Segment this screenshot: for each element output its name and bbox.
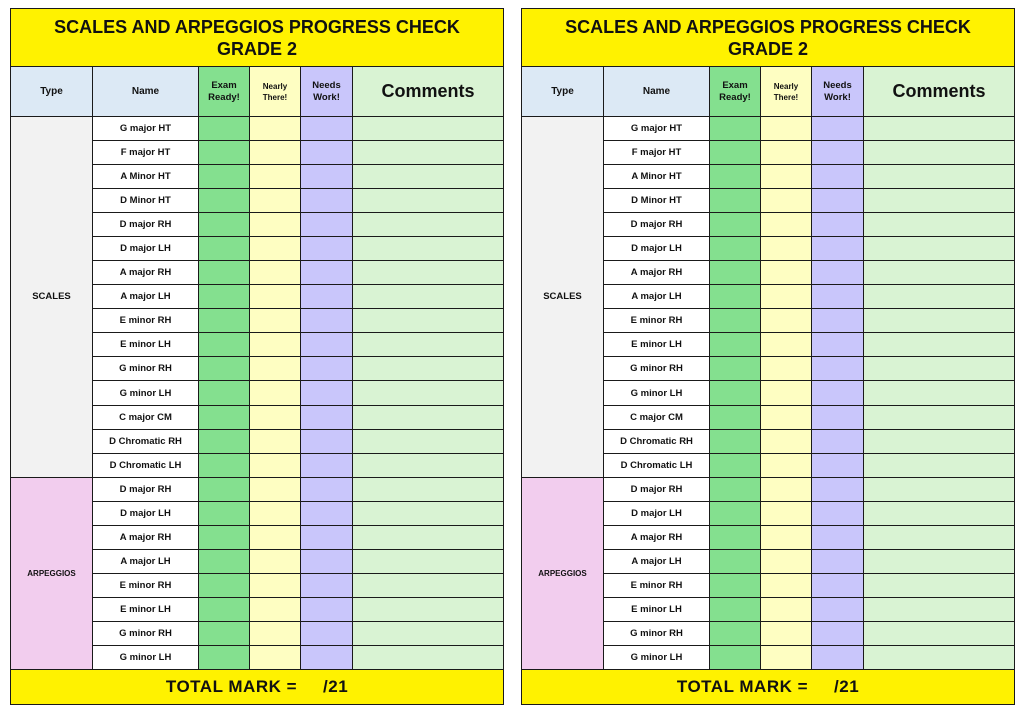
nearly-there-cell[interactable] bbox=[761, 141, 812, 165]
section-label: SCALES bbox=[11, 117, 93, 477]
needs-work-cell[interactable] bbox=[812, 405, 864, 429]
needs-work-cell[interactable] bbox=[301, 237, 353, 261]
exam-ready-cell[interactable] bbox=[199, 333, 250, 357]
comments-cell[interactable] bbox=[864, 117, 1015, 141]
exam-ready-cell[interactable] bbox=[710, 381, 761, 405]
exam-ready-cell[interactable] bbox=[199, 165, 250, 189]
needs-work-cell[interactable] bbox=[812, 381, 864, 405]
comments-cell[interactable] bbox=[864, 381, 1015, 405]
nearly-there-cell[interactable] bbox=[761, 357, 812, 381]
progress-sheet-left bbox=[10, 8, 503, 705]
exam-ready-cell[interactable] bbox=[199, 213, 250, 237]
total-value: /21 bbox=[834, 676, 860, 696]
needs-work-cell[interactable] bbox=[301, 429, 353, 453]
header-type: Type bbox=[522, 67, 604, 117]
total-value: /21 bbox=[323, 676, 349, 696]
item-name: D Chromatic RH bbox=[604, 429, 710, 453]
title-line-1: SCALES AND ARPEGGIOS PROGRESS CHECK bbox=[54, 16, 460, 37]
nearly-there-cell[interactable] bbox=[250, 117, 301, 141]
table-row bbox=[11, 117, 504, 141]
comments-cell[interactable] bbox=[353, 549, 504, 573]
exam-ready-cell[interactable] bbox=[710, 237, 761, 261]
exam-ready-cell[interactable] bbox=[710, 549, 761, 573]
item-name: C major CM bbox=[604, 405, 710, 429]
nearly-there-cell[interactable] bbox=[250, 525, 301, 549]
exam-ready-cell[interactable] bbox=[199, 189, 250, 213]
comments-cell[interactable] bbox=[864, 237, 1015, 261]
nearly-there-cell[interactable] bbox=[761, 429, 812, 453]
exam-ready-cell[interactable] bbox=[199, 141, 250, 165]
item-name: E minor RH bbox=[93, 573, 199, 597]
comments-cell[interactable] bbox=[353, 573, 504, 597]
nearly-there-cell[interactable] bbox=[250, 189, 301, 213]
needs-work-cell[interactable] bbox=[812, 357, 864, 381]
needs-work-cell[interactable] bbox=[301, 117, 353, 141]
comments-cell[interactable] bbox=[864, 309, 1015, 333]
header-needs-line-1: Needs bbox=[823, 79, 852, 91]
nearly-there-cell[interactable] bbox=[761, 597, 812, 621]
section-label: ARPEGGIOS bbox=[522, 477, 604, 669]
needs-work-cell[interactable] bbox=[301, 141, 353, 165]
exam-ready-cell[interactable] bbox=[199, 237, 250, 261]
exam-ready-cell[interactable] bbox=[710, 501, 761, 525]
nearly-there-cell[interactable] bbox=[250, 381, 301, 405]
item-name: C major CM bbox=[93, 405, 199, 429]
item-name: E minor RH bbox=[604, 309, 710, 333]
item-name: G minor LH bbox=[604, 381, 710, 405]
needs-work-cell[interactable] bbox=[301, 381, 353, 405]
needs-work-cell[interactable] bbox=[301, 453, 353, 477]
comments-cell[interactable] bbox=[864, 501, 1015, 525]
item-name: A major RH bbox=[93, 261, 199, 285]
needs-work-cell[interactable] bbox=[812, 261, 864, 285]
needs-work-cell[interactable] bbox=[301, 165, 353, 189]
section-label: ARPEGGIOS bbox=[11, 477, 93, 669]
comments-cell[interactable] bbox=[864, 213, 1015, 237]
exam-ready-cell[interactable] bbox=[199, 525, 250, 549]
nearly-there-cell[interactable] bbox=[250, 357, 301, 381]
nearly-there-cell[interactable] bbox=[250, 237, 301, 261]
sheet-title bbox=[522, 9, 1015, 67]
exam-ready-cell[interactable] bbox=[199, 261, 250, 285]
exam-ready-cell[interactable] bbox=[710, 429, 761, 453]
item-name: D major LH bbox=[93, 237, 199, 261]
header-nearly-there bbox=[250, 67, 301, 117]
nearly-there-cell[interactable] bbox=[250, 645, 301, 669]
nearly-there-cell[interactable] bbox=[250, 285, 301, 309]
comments-cell[interactable] bbox=[353, 285, 504, 309]
nearly-there-cell[interactable] bbox=[761, 237, 812, 261]
comments-cell[interactable] bbox=[353, 597, 504, 621]
comments-cell[interactable] bbox=[864, 525, 1015, 549]
exam-ready-cell[interactable] bbox=[710, 525, 761, 549]
item-name: D Chromatic RH bbox=[93, 429, 199, 453]
comments-cell[interactable] bbox=[864, 621, 1015, 645]
exam-ready-cell[interactable] bbox=[199, 597, 250, 621]
header-needs-line-2: Work! bbox=[824, 91, 851, 103]
item-name: D major LH bbox=[93, 501, 199, 525]
item-name: G minor RH bbox=[604, 621, 710, 645]
exam-ready-cell[interactable] bbox=[710, 141, 761, 165]
comments-cell[interactable] bbox=[864, 141, 1015, 165]
item-name: G major HT bbox=[604, 117, 710, 141]
header-comments: Comments bbox=[353, 67, 504, 117]
needs-work-cell[interactable] bbox=[812, 549, 864, 573]
exam-ready-cell[interactable] bbox=[199, 477, 250, 501]
header-type: Type bbox=[11, 67, 93, 117]
needs-work-cell[interactable] bbox=[301, 573, 353, 597]
header-needs-line-1: Needs bbox=[312, 79, 341, 91]
comments-cell[interactable] bbox=[864, 645, 1015, 669]
nearly-there-cell[interactable] bbox=[761, 405, 812, 429]
item-name: E minor LH bbox=[604, 597, 710, 621]
nearly-there-cell[interactable] bbox=[250, 309, 301, 333]
nearly-there-cell[interactable] bbox=[250, 333, 301, 357]
needs-work-cell[interactable] bbox=[301, 189, 353, 213]
comments-cell[interactable] bbox=[864, 597, 1015, 621]
needs-work-cell[interactable] bbox=[812, 117, 864, 141]
comments-cell[interactable] bbox=[353, 261, 504, 285]
needs-work-cell[interactable] bbox=[812, 501, 864, 525]
exam-ready-cell[interactable] bbox=[710, 405, 761, 429]
item-name: A major LH bbox=[604, 285, 710, 309]
nearly-there-cell[interactable] bbox=[250, 501, 301, 525]
comments-cell[interactable] bbox=[864, 405, 1015, 429]
needs-work-cell[interactable] bbox=[812, 189, 864, 213]
needs-work-cell[interactable] bbox=[812, 573, 864, 597]
needs-work-cell[interactable] bbox=[812, 333, 864, 357]
exam-ready-cell[interactable] bbox=[710, 573, 761, 597]
comments-cell[interactable] bbox=[353, 645, 504, 669]
comments-cell[interactable] bbox=[864, 453, 1015, 477]
item-name: G minor RH bbox=[604, 357, 710, 381]
item-name: D major LH bbox=[604, 237, 710, 261]
nearly-there-cell[interactable] bbox=[761, 213, 812, 237]
needs-work-cell[interactable] bbox=[301, 333, 353, 357]
item-name: A major LH bbox=[604, 549, 710, 573]
header-nearly-line-1: Nearly bbox=[262, 81, 288, 91]
item-name: D major RH bbox=[604, 213, 710, 237]
nearly-there-cell[interactable] bbox=[250, 429, 301, 453]
comments-cell[interactable] bbox=[864, 261, 1015, 285]
item-name: G minor RH bbox=[93, 621, 199, 645]
exam-ready-cell[interactable] bbox=[199, 573, 250, 597]
comments-cell[interactable] bbox=[353, 213, 504, 237]
nearly-there-cell[interactable] bbox=[761, 381, 812, 405]
nearly-there-cell[interactable] bbox=[761, 477, 812, 501]
comments-cell[interactable] bbox=[353, 405, 504, 429]
exam-ready-cell[interactable] bbox=[710, 261, 761, 285]
exam-ready-cell[interactable] bbox=[199, 381, 250, 405]
exam-ready-cell[interactable] bbox=[199, 357, 250, 381]
needs-work-cell[interactable] bbox=[301, 549, 353, 573]
exam-ready-cell[interactable] bbox=[710, 357, 761, 381]
exam-ready-cell[interactable] bbox=[710, 597, 761, 621]
nearly-there-cell[interactable] bbox=[250, 453, 301, 477]
nearly-there-cell[interactable] bbox=[761, 285, 812, 309]
needs-work-cell[interactable] bbox=[301, 477, 353, 501]
header-nearly-line-2: There! bbox=[262, 92, 288, 102]
comments-cell[interactable] bbox=[864, 189, 1015, 213]
header-name: Name bbox=[604, 67, 710, 117]
item-name: D major RH bbox=[93, 213, 199, 237]
item-name: D major RH bbox=[93, 477, 199, 501]
comments-cell[interactable] bbox=[353, 429, 504, 453]
needs-work-cell[interactable] bbox=[812, 645, 864, 669]
needs-work-cell[interactable] bbox=[812, 309, 864, 333]
comments-cell[interactable] bbox=[353, 357, 504, 381]
total-label: TOTAL MARK = bbox=[676, 676, 809, 696]
header-exam-line-1: Exam bbox=[211, 79, 237, 91]
header-exam-line-1: Exam bbox=[722, 79, 748, 91]
needs-work-cell[interactable] bbox=[812, 477, 864, 501]
nearly-there-cell[interactable] bbox=[761, 261, 812, 285]
needs-work-cell[interactable] bbox=[301, 525, 353, 549]
exam-ready-cell[interactable] bbox=[710, 117, 761, 141]
exam-ready-cell[interactable] bbox=[199, 285, 250, 309]
item-name: D Minor HT bbox=[93, 189, 199, 213]
header-needs-line-2: Work! bbox=[313, 91, 340, 103]
exam-ready-cell[interactable] bbox=[199, 429, 250, 453]
header-name: Name bbox=[93, 67, 199, 117]
comments-cell[interactable] bbox=[864, 165, 1015, 189]
exam-ready-cell[interactable] bbox=[199, 117, 250, 141]
item-name: A Minor HT bbox=[604, 165, 710, 189]
exam-ready-cell[interactable] bbox=[710, 453, 761, 477]
nearly-there-cell[interactable] bbox=[761, 165, 812, 189]
exam-ready-cell[interactable] bbox=[710, 477, 761, 501]
nearly-there-cell[interactable] bbox=[250, 549, 301, 573]
needs-work-cell[interactable] bbox=[301, 405, 353, 429]
comments-cell[interactable] bbox=[353, 501, 504, 525]
comments-cell[interactable] bbox=[353, 621, 504, 645]
nearly-there-cell[interactable] bbox=[761, 501, 812, 525]
header-needs-work bbox=[301, 67, 353, 117]
comments-cell[interactable] bbox=[353, 381, 504, 405]
comments-cell[interactable] bbox=[353, 189, 504, 213]
comments-cell[interactable] bbox=[864, 477, 1015, 501]
table-row bbox=[11, 477, 504, 501]
nearly-there-cell[interactable] bbox=[761, 621, 812, 645]
item-name: G minor LH bbox=[604, 645, 710, 669]
item-name: D Chromatic LH bbox=[604, 453, 710, 477]
item-name: F major HT bbox=[604, 141, 710, 165]
comments-cell[interactable] bbox=[353, 333, 504, 357]
nearly-there-cell[interactable] bbox=[761, 309, 812, 333]
item-name: F major HT bbox=[93, 141, 199, 165]
title-line-1: SCALES AND ARPEGGIOS PROGRESS CHECK bbox=[565, 16, 971, 37]
nearly-there-cell[interactable] bbox=[250, 213, 301, 237]
item-name: D major RH bbox=[604, 477, 710, 501]
total-mark bbox=[11, 669, 504, 704]
comments-cell[interactable] bbox=[353, 309, 504, 333]
item-name: E minor RH bbox=[604, 573, 710, 597]
item-name: A major RH bbox=[604, 525, 710, 549]
needs-work-cell[interactable] bbox=[812, 429, 864, 453]
header-exam-ready bbox=[710, 67, 761, 117]
exam-ready-cell[interactable] bbox=[710, 189, 761, 213]
item-name: A major RH bbox=[604, 261, 710, 285]
comments-cell[interactable] bbox=[353, 117, 504, 141]
sheet-title bbox=[11, 9, 504, 67]
needs-work-cell[interactable] bbox=[301, 645, 353, 669]
needs-work-cell[interactable] bbox=[301, 309, 353, 333]
comments-cell[interactable] bbox=[353, 165, 504, 189]
item-name: D Minor HT bbox=[604, 189, 710, 213]
item-name: G minor LH bbox=[93, 381, 199, 405]
exam-ready-cell[interactable] bbox=[199, 453, 250, 477]
nearly-there-cell[interactable] bbox=[250, 261, 301, 285]
item-name: G minor RH bbox=[93, 357, 199, 381]
progress-sheet-right bbox=[521, 8, 1014, 705]
nearly-there-cell[interactable] bbox=[250, 141, 301, 165]
needs-work-cell[interactable] bbox=[301, 213, 353, 237]
comments-cell[interactable] bbox=[864, 573, 1015, 597]
item-name: E minor LH bbox=[604, 333, 710, 357]
comments-cell[interactable] bbox=[864, 357, 1015, 381]
needs-work-cell[interactable] bbox=[812, 237, 864, 261]
needs-work-cell[interactable] bbox=[301, 261, 353, 285]
comments-cell[interactable] bbox=[353, 525, 504, 549]
comments-cell[interactable] bbox=[353, 141, 504, 165]
nearly-there-cell[interactable] bbox=[761, 645, 812, 669]
exam-ready-cell[interactable] bbox=[710, 333, 761, 357]
nearly-there-cell[interactable] bbox=[761, 333, 812, 357]
section-label: SCALES bbox=[522, 117, 604, 477]
exam-ready-cell[interactable] bbox=[710, 309, 761, 333]
progress-table bbox=[10, 8, 504, 705]
item-name: A major RH bbox=[93, 525, 199, 549]
item-name: E minor LH bbox=[93, 597, 199, 621]
nearly-there-cell[interactable] bbox=[250, 621, 301, 645]
comments-cell[interactable] bbox=[864, 429, 1015, 453]
nearly-there-cell[interactable] bbox=[761, 525, 812, 549]
comments-cell[interactable] bbox=[353, 453, 504, 477]
needs-work-cell[interactable] bbox=[812, 453, 864, 477]
item-name: A major LH bbox=[93, 285, 199, 309]
nearly-there-cell[interactable] bbox=[250, 405, 301, 429]
total-mark bbox=[522, 669, 1015, 704]
title-line-2: GRADE 2 bbox=[728, 38, 809, 59]
header-needs-work bbox=[812, 67, 864, 117]
nearly-there-cell[interactable] bbox=[250, 573, 301, 597]
exam-ready-cell[interactable] bbox=[710, 285, 761, 309]
item-name: G major HT bbox=[93, 117, 199, 141]
nearly-there-cell[interactable] bbox=[250, 165, 301, 189]
needs-work-cell[interactable] bbox=[301, 621, 353, 645]
needs-work-cell[interactable] bbox=[812, 597, 864, 621]
header-exam-line-2: Ready! bbox=[719, 91, 751, 103]
exam-ready-cell[interactable] bbox=[199, 645, 250, 669]
needs-work-cell[interactable] bbox=[812, 525, 864, 549]
header-nearly-line-1: Nearly bbox=[773, 81, 799, 91]
item-name: D major LH bbox=[604, 501, 710, 525]
exam-ready-cell[interactable] bbox=[199, 549, 250, 573]
exam-ready-cell[interactable] bbox=[710, 165, 761, 189]
needs-work-cell[interactable] bbox=[301, 597, 353, 621]
exam-ready-cell[interactable] bbox=[199, 621, 250, 645]
exam-ready-cell[interactable] bbox=[199, 405, 250, 429]
exam-ready-cell[interactable] bbox=[710, 645, 761, 669]
item-name: E minor RH bbox=[93, 309, 199, 333]
comments-cell[interactable] bbox=[864, 333, 1015, 357]
exam-ready-cell[interactable] bbox=[710, 621, 761, 645]
nearly-there-cell[interactable] bbox=[761, 573, 812, 597]
needs-work-cell[interactable] bbox=[812, 213, 864, 237]
nearly-there-cell[interactable] bbox=[250, 477, 301, 501]
needs-work-cell[interactable] bbox=[812, 141, 864, 165]
header-exam-ready bbox=[199, 67, 250, 117]
exam-ready-cell[interactable] bbox=[710, 213, 761, 237]
nearly-there-cell[interactable] bbox=[761, 549, 812, 573]
needs-work-cell[interactable] bbox=[812, 621, 864, 645]
total-label: TOTAL MARK = bbox=[165, 676, 298, 696]
table-row bbox=[522, 477, 1015, 501]
needs-work-cell[interactable] bbox=[812, 165, 864, 189]
exam-ready-cell[interactable] bbox=[199, 309, 250, 333]
comments-cell[interactable] bbox=[353, 477, 504, 501]
progress-table bbox=[521, 8, 1015, 705]
nearly-there-cell[interactable] bbox=[761, 189, 812, 213]
comments-cell[interactable] bbox=[353, 237, 504, 261]
header-nearly-line-2: There! bbox=[773, 92, 799, 102]
item-name: A Minor HT bbox=[93, 165, 199, 189]
needs-work-cell[interactable] bbox=[812, 285, 864, 309]
nearly-there-cell[interactable] bbox=[761, 117, 812, 141]
nearly-there-cell[interactable] bbox=[250, 597, 301, 621]
item-name: E minor LH bbox=[93, 333, 199, 357]
header-nearly-there bbox=[761, 67, 812, 117]
header-exam-line-2: Ready! bbox=[208, 91, 240, 103]
needs-work-cell[interactable] bbox=[301, 501, 353, 525]
exam-ready-cell[interactable] bbox=[199, 501, 250, 525]
title-line-2: GRADE 2 bbox=[217, 38, 298, 59]
header-comments: Comments bbox=[864, 67, 1015, 117]
comments-cell[interactable] bbox=[864, 549, 1015, 573]
nearly-there-cell[interactable] bbox=[761, 453, 812, 477]
item-name: D Chromatic LH bbox=[93, 453, 199, 477]
comments-cell[interactable] bbox=[864, 285, 1015, 309]
table-row bbox=[522, 117, 1015, 141]
needs-work-cell[interactable] bbox=[301, 357, 353, 381]
needs-work-cell[interactable] bbox=[301, 285, 353, 309]
item-name: G minor LH bbox=[93, 645, 199, 669]
item-name: A major LH bbox=[93, 549, 199, 573]
